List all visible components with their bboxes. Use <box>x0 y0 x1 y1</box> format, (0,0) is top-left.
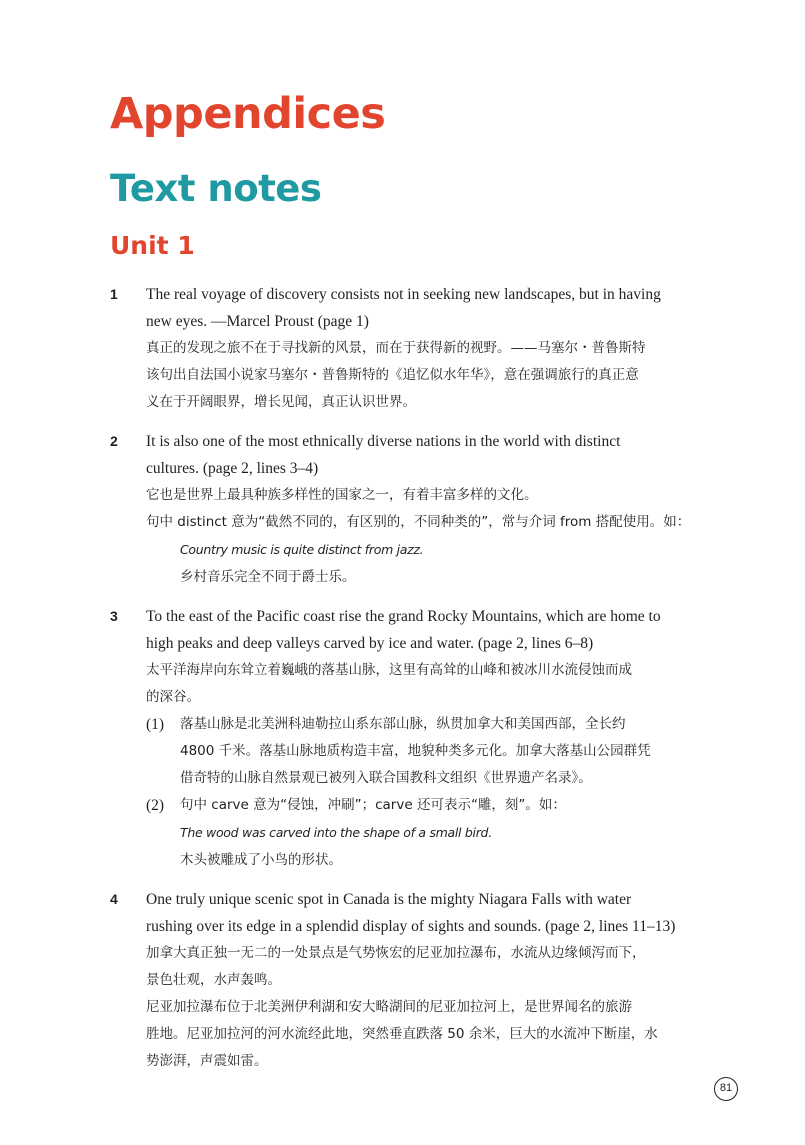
note-zh-line: 尼亚加拉瀑布位于北美洲伊利湖和安大略湖间的尼亚加拉河上，是世界闻名的旅游 <box>146 999 632 1015</box>
note-number: 2 <box>110 433 118 449</box>
note-zh-line: 真正的发现之旅不在于寻找新的风景，而在于获得新的视野。——马塞尔・普鲁斯特 <box>146 340 646 356</box>
notes-list <box>110 281 690 1087</box>
note-zh-line: 胜地。尼亚加拉河的河水流经此地，突然垂直跌落 50 余米，巨大的水流冲下断崖，水 <box>146 1026 658 1042</box>
note-zh-line: 的深谷。 <box>146 689 200 705</box>
sub-note-zh-line: 借奇特的山脉自然景观已被列入联合国教科文组织《世界遗产名录》。 <box>180 770 592 786</box>
note-number: 1 <box>110 286 118 302</box>
note-en-line: rushing over its edge in a splendid display of sights and sounds. (page 2, lines 11–13) <box>146 918 676 935</box>
note-zh-line: 它也是世界上最具种族多样性的国家之一，有着丰富多样的文化。 <box>146 487 538 503</box>
note-zh-line: 义在于开阔眼界，增长见闻，真正认识世界。 <box>146 394 416 410</box>
sub-note-zh-line: 句中 carve 意为“侵蚀，冲刷”；carve 还可表示“雕，刻”。如： <box>180 797 566 813</box>
note-en-line: One truly unique scenic spot in Canada is the mighty Niagara Falls with water <box>146 891 632 908</box>
example-en: The wood was carved into the shape of a small bird. <box>180 825 492 840</box>
note-3 <box>110 603 690 874</box>
note-en-line: To the east of the Pacific coast rise the grand Rocky Mountains, which are home to <box>146 608 661 625</box>
note-en-line: high peaks and deep valleys carved by ice and water. (page 2, lines 6–8) <box>146 635 594 652</box>
example-en: Country music is quite distinct from jazz. <box>180 542 424 557</box>
note-en-line: new eyes. —Marcel Proust (page 1) <box>146 313 369 330</box>
appendices-heading: Appendices <box>110 89 386 139</box>
note-zh-line: 势澎湃，声震如雷。 <box>146 1053 268 1069</box>
note-4 <box>110 886 690 1075</box>
note-zh-line: 太平洋海岸向东耸立着巍峨的落基山脉，这里有高耸的山峰和被冰川水流侵蚀而成 <box>146 662 632 678</box>
sub-note-zh-line: 4800 千米。落基山脉地质构造丰富，地貌种类多元化。加拿大落基山公园群凭 <box>180 743 651 759</box>
note-2 <box>110 428 690 591</box>
sub-note-marker: (1) <box>146 716 165 733</box>
note-zh-line: 该句出自法国小说家马塞尔・普鲁斯特的《追忆似水年华》，意在强调旅行的真正意 <box>146 367 639 383</box>
unit-heading: Unit 1 <box>110 231 195 260</box>
example-zh: 木头被雕成了小鸟的形状。 <box>180 852 342 868</box>
note-zh-line: 句中 distinct 意为“截然不同的，有区别的，不同种类的”，常与介词 from 搭配使用。如： <box>146 514 691 530</box>
sub-note-zh-line: 落基山脉是北美洲科迪勒拉山系东部山脉，纵贯加拿大和美国西部，全长约 <box>180 716 626 732</box>
note-en-line: It is also one of the most ethnically diverse nations in the world with distinct <box>146 433 621 450</box>
sub-note-1 <box>146 711 690 792</box>
sub-note-marker: (2) <box>146 797 165 814</box>
page-number: 81 <box>714 1077 738 1101</box>
text-notes-heading: Text notes <box>110 167 322 210</box>
note-number: 4 <box>110 891 118 907</box>
note-zh-line: 加拿大真正独一无二的一处景点是气势恢宏的尼亚加拉瀑布，水流从边缘倾泻而下， <box>146 945 646 961</box>
note-number: 3 <box>110 608 118 624</box>
note-en-line: The real voyage of discovery consists not in seeking new landscapes, but in having <box>146 286 661 303</box>
example-zh: 乡村音乐完全不同于爵士乐。 <box>180 569 356 585</box>
note-en-line: cultures. (page 2, lines 3–4) <box>146 460 319 477</box>
note-zh-line: 景色壮观，水声轰鸣。 <box>146 972 281 988</box>
note-1 <box>110 281 690 416</box>
sub-note-2 <box>146 792 690 874</box>
